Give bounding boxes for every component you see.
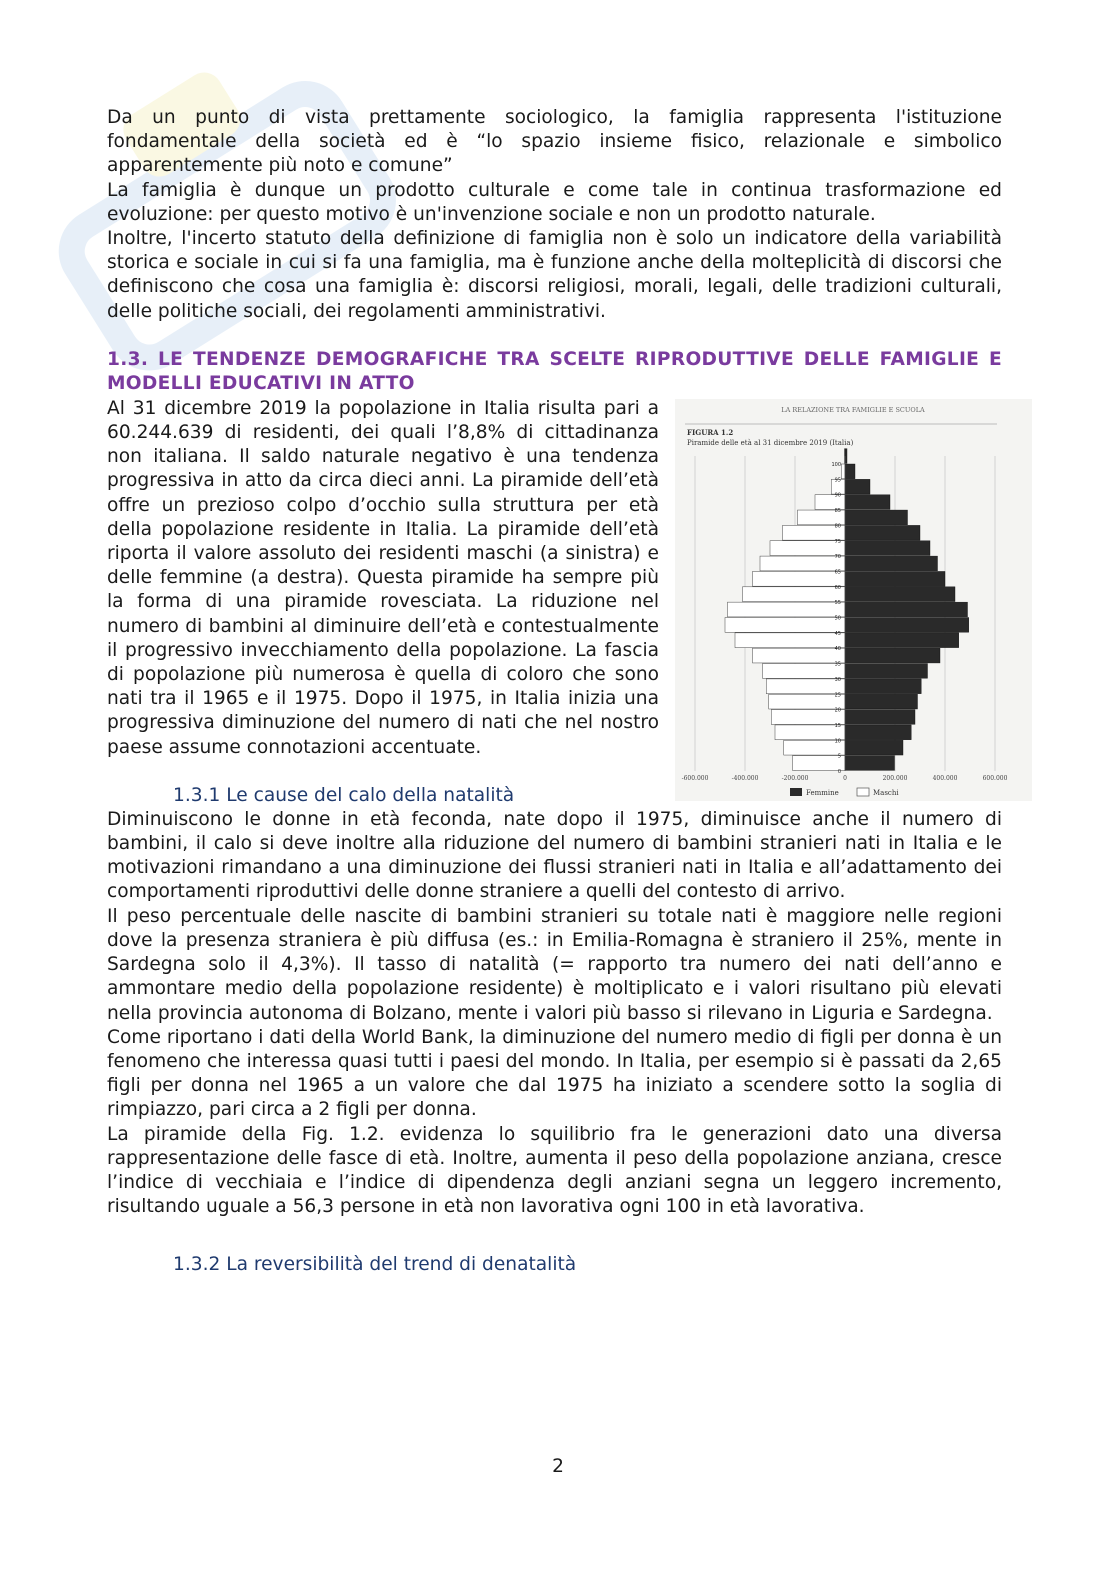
intro-paragraph: Da un punto di vista prettamente sociologico, la famiglia rappresenta l'istituzione fondamentale della società ed è “lo spazio insieme fisico, relazionale e simbolico apparentemente più noto e comune”: [107, 107, 1002, 177]
age-tick-label: 40: [834, 646, 841, 653]
bar-maschi: [760, 553, 845, 571]
bar-femmine: [845, 571, 945, 586]
legend-label-maschi: Maschi: [873, 788, 899, 797]
x-tick-label: -200.000: [781, 774, 809, 782]
section-heading: 1.3. LE TENDENZE DEMOGRAFICHE TRA SCELTE RIPRODUTTIVE DELLE FAMIGLIE E MODELLI EDUCATIVI IN ATTO: [107, 348, 1002, 395]
bar-femmine: [845, 725, 911, 740]
subsection-paragraph: Come riportano i dati della World Bank, la diminuzione del numero medio di figli per donna è un fenomeno che interessa quasi tutti i paesi del mondo. In Italia, per esempio si è passati da 2,65 figli per donna nel 1965 a un valore che dal 1975 ha iniziato a scendere sotto la soglia di rimpiazzo, pari circa a 2 figli per donna.: [107, 1026, 1002, 1121]
age-tick-label: 90: [834, 492, 841, 499]
age-tick-label: 70: [834, 553, 841, 560]
bar-femmine: [845, 495, 890, 510]
age-tick-label: 15: [834, 722, 841, 729]
section-paragraph: Al 31 dicembre 2019 la popolazione in Italia risulta pari a 60.244.639 di residenti, dei quali l’8,8% di cittadinanza non italiana. Il saldo naturale negativo è una tendenza progressiva in atto da circa dieci anni. La piramide dell’età offre un prezioso colpo d’occhio sulla struttura per età della popolazione residente in Italia. La piramide dell’età riporta il valore assoluto dei residenti maschi (a sinistra) e delle femmine (a destra). Questa piramide ha sempre più la forma di una piramide rovesciata. La riduzione nel numero di bambini al diminuire dell’età e contestualmente il progressivo invecchiamento della popolazione. La fascia di popolazione più numerosa è quella di coloro che sono nati tra il 1965 e il 1975. Dopo il 1975, in Italia inizia una progressiva diminuzione del numero di nati che nel nostro paese assume connotazioni accentuate.: [107, 397, 659, 758]
bar-femmine: [845, 663, 928, 678]
bar-maschi: [728, 599, 846, 617]
intro-paragraph: Inoltre, l'incerto statuto della definizione di famiglia non è solo un indicatore della variabilità storica e sociale in cui si fa una famiglia, ma è funzione anche della molteplicità di discorsi che definiscono che cosa una famiglia è: discorsi religiosi, morali, legali, delle tradizioni culturali, delle politiche sociali, dei regolamenti amministrativi.: [107, 228, 1002, 322]
bar-femmine: [845, 648, 940, 663]
subsection-paragraph: La piramide della Fig. 1.2. evidenza lo squilibrio fra le generazioni dato una diversa rappresentazione delle fasce di età. Inoltre, aumenta il peso della popolazione anziana, cresce l’indice di vecchiaia e l’indice di dipendenza degli anziani segna un leggero incremento, risultando uguale a 56,3 persone in età non lavorativa ogni 100 in età lavorativa.: [107, 1123, 1002, 1218]
figure-label: FIGURA 1.2: [687, 427, 734, 437]
age-tick-label: 80: [834, 523, 841, 530]
subsection-heading-2: 1.3.2 La reversibilità del trend di denatalità: [173, 1254, 577, 1276]
age-tick-label: 5: [837, 753, 841, 760]
bar-femmine: [845, 464, 855, 479]
bar-femmine: [845, 602, 968, 617]
figure-running-head: LA RELAZIONE TRA FAMIGLIE E SCUOLA: [781, 405, 925, 414]
intro-paragraph: La famiglia è dunque un prodotto culturale e come tale in continua trasformazione ed evoluzione: per questo motivo è un'invenzione sociale e non un prodotto naturale.: [107, 179, 1002, 225]
x-tick-label: 600.000: [982, 774, 1008, 782]
x-tick-label: 400.000: [932, 774, 958, 782]
bar-femmine: [845, 740, 903, 755]
bar-femmine: [845, 541, 930, 556]
age-tick-label: 85: [834, 507, 841, 514]
age-tick-label: 75: [834, 538, 841, 545]
spacer: [107, 1219, 1002, 1253]
document-page: [107, 106, 1008, 1277]
x-tick-label: 200.000: [882, 774, 908, 782]
bar-maschi: [725, 617, 845, 632]
bar-femmine: [845, 510, 908, 525]
figure-caption: Piramide delle età al 31 dicembre 2019 (Italia): [687, 438, 854, 447]
age-tick-label: 45: [834, 630, 841, 637]
age-tick-label: 35: [834, 661, 841, 668]
subsection-paragraph: Il peso percentuale delle nascite di bambini stranieri su totale nati è maggiore nelle regioni dove la presenza straniera è più diffusa (es.: in Emilia-Romagna è straniero il 25%, mente in Sardegna solo il 4,3%). Il tasso di natalità (= rapporto tra numero dei nati dell’anno e ammontare medio della popolazione residente) è moltiplicato e i valori risultano più elevati nella provincia autonoma di Bolzano, mente i valori più basso si rilevano in Liguria e Sardegna.: [107, 905, 1002, 1024]
age-tick-label: 0: [837, 768, 841, 775]
page-number: 2: [552, 1456, 564, 1477]
bar-femmine: [845, 525, 920, 540]
bar-maschi: [743, 584, 846, 602]
x-tick-label: -400.000: [731, 774, 759, 782]
age-tick-label: 65: [834, 569, 841, 576]
bar-femmine: [845, 694, 918, 709]
legend-swatch-maschi: [857, 788, 869, 796]
age-tick-label: 25: [834, 692, 841, 699]
legend-swatch-femmine: [790, 788, 802, 796]
bar-maschi: [753, 571, 846, 586]
age-tick-label: 20: [834, 707, 841, 714]
x-tick-label: 0: [843, 774, 847, 782]
bar-femmine: [845, 479, 870, 494]
bar-femmine: [845, 755, 895, 770]
bar-femmine: [845, 633, 959, 648]
age-tick-label: 100: [831, 461, 841, 468]
bar-femmine: [845, 587, 955, 602]
bar-maschi: [841, 464, 845, 479]
age-tick-label: 50: [834, 615, 841, 622]
bar-maschi: [763, 663, 846, 678]
age-tick-label: 10: [834, 738, 841, 745]
x-tick-label: -600.000: [681, 774, 709, 782]
bar-maschi: [735, 630, 845, 648]
age-tick-label: 55: [834, 599, 841, 606]
population-pyramid-figure: [675, 399, 1032, 801]
legend-label-femmine: Femmine: [806, 788, 839, 797]
bar-maschi: [769, 694, 845, 709]
bar-femmine: [845, 556, 938, 571]
subsection-heading-1: 1.3.1 Le cause del calo della natalità: [173, 784, 515, 806]
age-tick-label: 30: [834, 676, 841, 683]
bar-maschi: [766, 676, 845, 694]
bar-femmine: [845, 679, 921, 694]
subsection-paragraph: Diminuiscono le donne in età feconda, nate dopo il 1975, diminuisce anche il numero di bambini, il calo si deve inoltre alla riduzione del numero di bambini stranieri nati in Italia e le motivazioni rimandano a una diminuzione dei flussi stranieri nati in Italia e all’adattamento dei comportamenti riproduttivi delle donne straniere a quelli del contesto di arrivo.: [107, 808, 1002, 903]
age-tick-label: 60: [834, 584, 841, 591]
bar-femmine: [845, 617, 969, 632]
bar-femmine: [845, 709, 915, 724]
age-tick-label: 95: [834, 477, 841, 484]
section-body: [107, 397, 1008, 1278]
bar-maschi: [753, 648, 846, 663]
